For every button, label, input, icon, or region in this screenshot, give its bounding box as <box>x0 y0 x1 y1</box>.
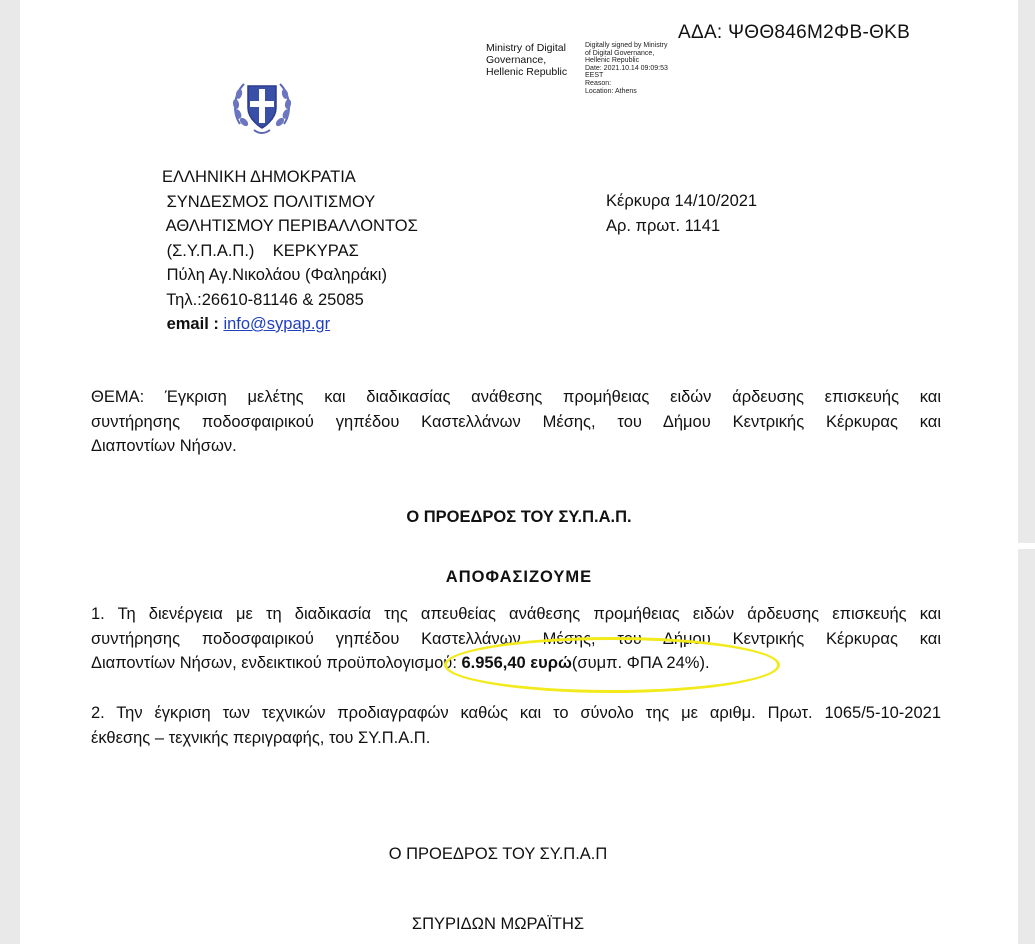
subject-line: ΘΕΜΑ: Έγκριση μελέτης και διαδικασίας ανάθεσης προμήθειας ειδών άρδευσης επισκευής και <box>91 388 941 406</box>
org-line: Πύλη Αγ.Νικολάου (Φαληράκι) <box>162 266 387 284</box>
subject-line: Διαποντίων Νήσων. <box>91 437 237 456</box>
subject-line: συντήρησης ποδοσφαιρικού γηπέδου Καστελλάνων Μέσης, του Δήμου Κεντρικής Κέρκυρας και <box>91 412 941 431</box>
issuer-line: Ministry of Digital <box>486 42 566 54</box>
sig-detail-line: Digitally signed by Ministry <box>585 42 668 49</box>
date-protocol-block <box>606 189 757 238</box>
issuer-block <box>162 165 418 337</box>
digital-signature-issuer <box>486 42 581 78</box>
issuer-line: Hellenic Republic <box>486 66 568 78</box>
decision-item-2 <box>91 701 941 750</box>
sig-detail-line: Location: Athens <box>585 87 637 95</box>
item-line: 1. Τη διενέργεια με τη διαδικασία της απευθείας ανάθεσης προμήθειας ειδών άρδευσης επισκευής και <box>91 605 941 623</box>
org-line: ΣΥΝΔΕΣΜΟΣ ΠΟΛΙΤΙΣΜΟΥ <box>162 192 376 211</box>
protocol-number: Αρ. πρωτ. 1141 <box>606 216 721 235</box>
org-line: ΑΘΛΗΤΙΣΜΟΥ ΠΕΡΙΒΑΛΛΟΝΤΟΣ <box>162 217 418 235</box>
page-strip <box>0 543 1035 549</box>
sig-detail-line: Reason: <box>585 79 612 87</box>
sig-detail-line: Date: 2021.10.14 09:09:53 <box>585 64 668 72</box>
item-line: 2. Την έγκριση των τεχνικών προδιαγραφών καθώς και το σύνολο της με αριθμ. Πρωτ. 1065/5-10-2021 <box>91 704 941 722</box>
email-label: email : <box>162 315 224 333</box>
document-page <box>20 0 1018 944</box>
place-date: Κέρκυρα 14/10/2021 <box>606 192 758 210</box>
signatory-name: ΣΠΥΡΙΔΩΝ ΜΩΡΑΪΤΗΣ <box>411 915 585 933</box>
digital-signature-details <box>585 42 685 95</box>
chief-heading: Ο ΠΡΟΕΔΡΟΣ ΤΟΥ ΣΥ.Π.Α.Π. <box>406 508 632 526</box>
issuer-line: Governance, <box>486 54 547 66</box>
org-line: Τηλ.:26610-81146 & 25085 <box>162 290 364 309</box>
page-strip-edge <box>0 543 20 549</box>
vat-note: (συμπ. ΦΠΑ 24%). <box>571 654 710 673</box>
item-line: έκθεσης – τεχνικής περιγραφής, του ΣΥ.Π.Α.Π. <box>91 728 431 747</box>
email-line <box>162 312 418 337</box>
highlight-ellipse <box>444 637 780 693</box>
signatory-title: Ο ΠΡΟΕΔΡΟΣ ΤΟΥ ΣΥ.Π.Α.Π <box>388 845 608 863</box>
greek-coat-of-arms-icon <box>230 74 294 138</box>
email-link[interactable]: info@sypap.gr <box>223 315 331 333</box>
decision-heading: ΑΠΟΦΑΣΙΖΟΥΜΕ <box>445 568 593 586</box>
org-line: (Σ.Υ.Π.Α.Π.) ΚΕΡΚΥΡΑΣ <box>162 241 359 260</box>
sig-detail-line: of Digital Governance, <box>585 49 655 57</box>
sig-detail-line: Hellenic Republic <box>585 57 640 65</box>
org-line: ΕΛΛΗΝΙΚΗ ΔΗΜΟΚΡΑΤΙΑ <box>162 168 356 186</box>
sig-detail-line: EEST <box>585 72 604 80</box>
budget-text: Διαποντίων Νήσων, ενδεικτικού προϋπολογισμού: <box>91 654 462 673</box>
subject-paragraph <box>91 385 941 459</box>
item-line: συντήρησης ποδοσφαιρικού γηπέδου Καστελλάνων Μέσης, του Δήμου Κεντρικής Κέρκυρας και <box>91 629 941 648</box>
ada-code: ΑΔΑ: ΨΘΘ846Μ2ΦΒ-ΘΚΒ <box>678 22 911 43</box>
budget-amount: 6.956,40 ευρώ <box>461 654 572 673</box>
